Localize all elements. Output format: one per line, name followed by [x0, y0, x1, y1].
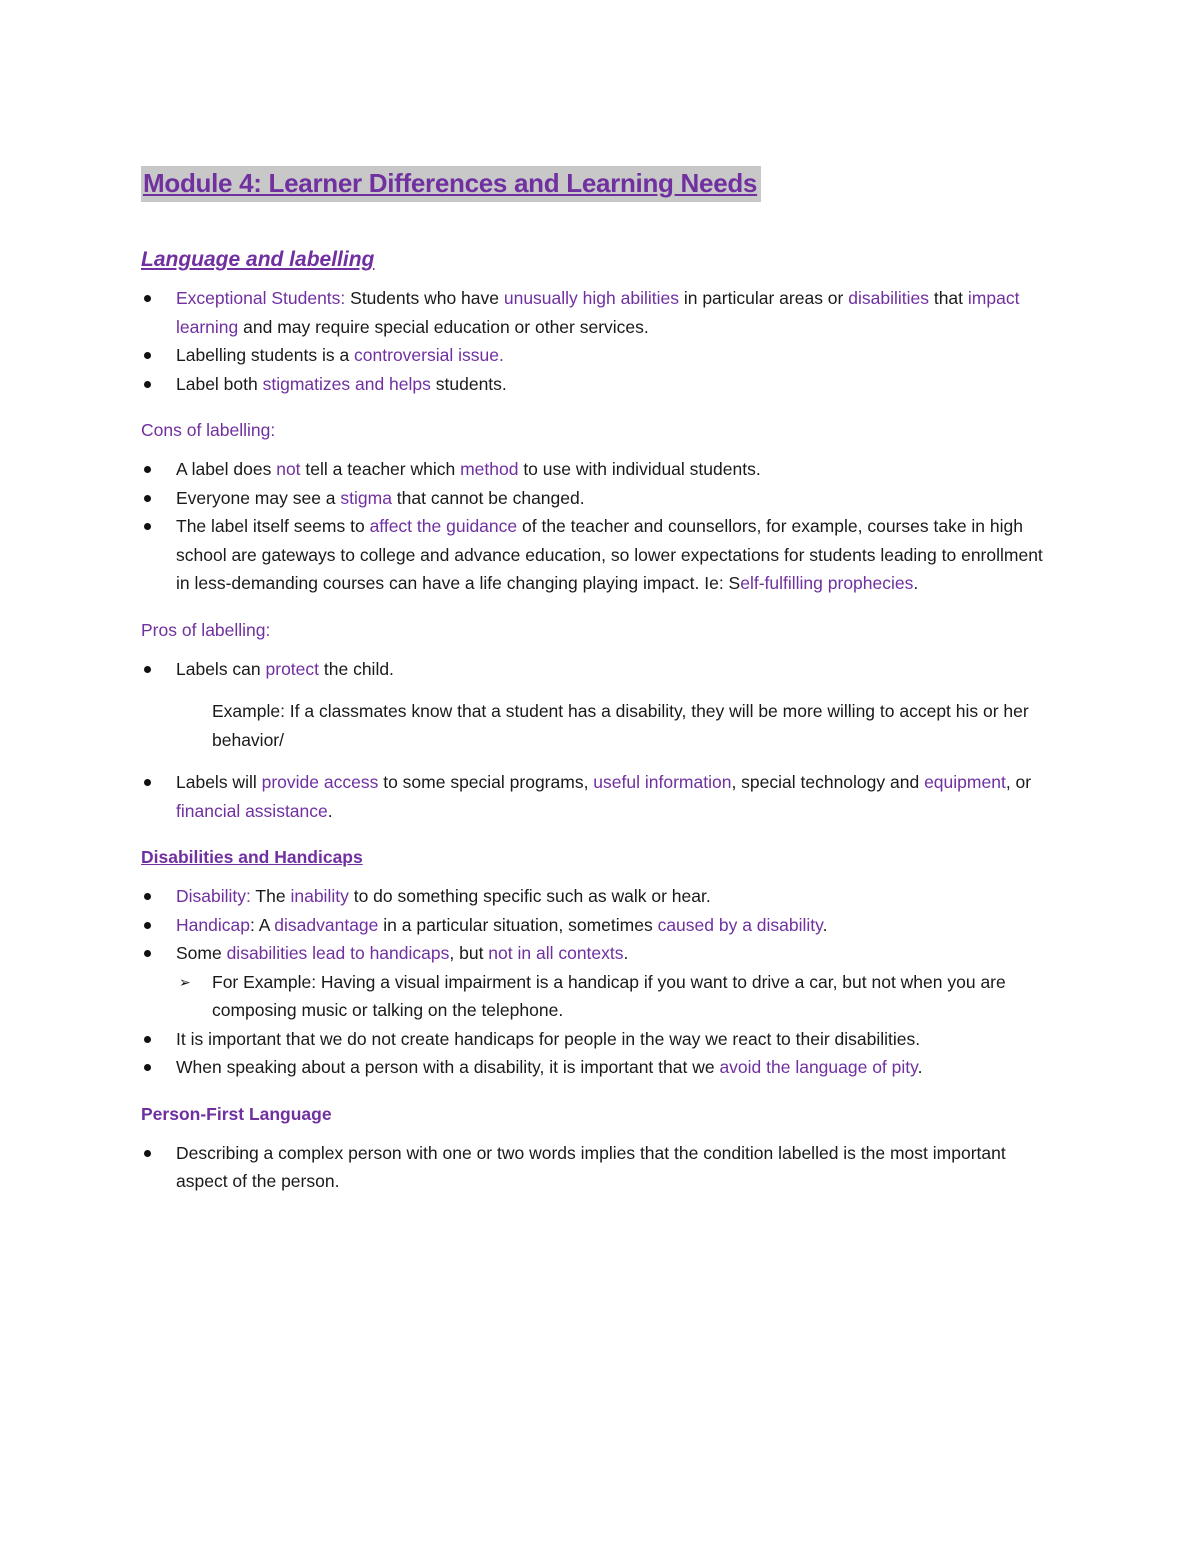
list-item: Labels can protect the child. — [141, 655, 1061, 684]
section-heading-pros: Pros of labelling: — [141, 619, 271, 640]
list-item: Exceptional Students: Students who have unusually high abilities in particular areas or disabilities that impact learning and may require special education or other services. — [141, 284, 1061, 341]
list-item: When speaking about a person with a disability, it is important that we avoid the language of pity. — [141, 1053, 1061, 1082]
list-item: Everyone may see a stigma that cannot be changed. — [141, 484, 1061, 513]
pros-list — [141, 655, 1061, 684]
section-heading-person-first: Person-First Language — [141, 1103, 332, 1124]
list-item: Some disabilities lead to handicaps, but not in all contexts. — [141, 939, 1061, 968]
section-heading-language: Language and labelling — [141, 248, 375, 271]
pros-list-2 — [141, 768, 1061, 825]
list-item: Labelling students is a controversial issue. — [141, 341, 1061, 370]
section-heading-cons: Cons of labelling: — [141, 420, 276, 440]
list-item: Label both stigmatizes and helps students. — [141, 370, 1061, 399]
list-item: Disability: The inability to do something specific such as walk or hear. — [141, 882, 1061, 911]
arrow-bullet-icon: ➢ — [179, 973, 191, 990]
language-list — [141, 284, 1061, 398]
list-item: Labels will provide access to some special programs, useful information, special technology and equipment, or financial assistance. — [141, 768, 1061, 825]
list-item: A label does not tell a teacher which method to use with individual students. — [141, 455, 1061, 484]
section-heading-disabilities: Disabilities and Handicaps — [141, 847, 363, 867]
list-item: Handicap: A disadvantage in a particular situation, sometimes caused by a disability. — [141, 911, 1061, 940]
disabilities-list — [141, 882, 1061, 1082]
person-first-list — [141, 1139, 1061, 1196]
page-title: Module 4: Learner Differences and Learning Needs — [141, 166, 761, 202]
list-item: The label itself seems to affect the guidance of the teacher and counsellors, for example, courses take in high school are gateways to college and advance education, so lower expectations for students leading to enrollment in less-demanding courses can have a life changing playing impact. Ie: Self-fulfilling prophecies. — [141, 512, 1061, 598]
cons-list — [141, 455, 1061, 598]
document-body — [141, 166, 1061, 1196]
list-item: It is important that we do not create handicaps for people in the way we react to their disabilities. — [141, 1025, 1061, 1054]
list-item: Describing a complex person with one or two words implies that the condition labelled is the most important aspect of the person. — [141, 1139, 1061, 1196]
example-paragraph: Example: If a classmates know that a student has a disability, they will be more willing to accept his or her behavior/ — [212, 701, 1029, 750]
sub-list-item: ➢ For Example: Having a visual impairment is a handicap if you want to drive a car, but not when you are composing music or talking on the telephone. — [141, 968, 1061, 1025]
